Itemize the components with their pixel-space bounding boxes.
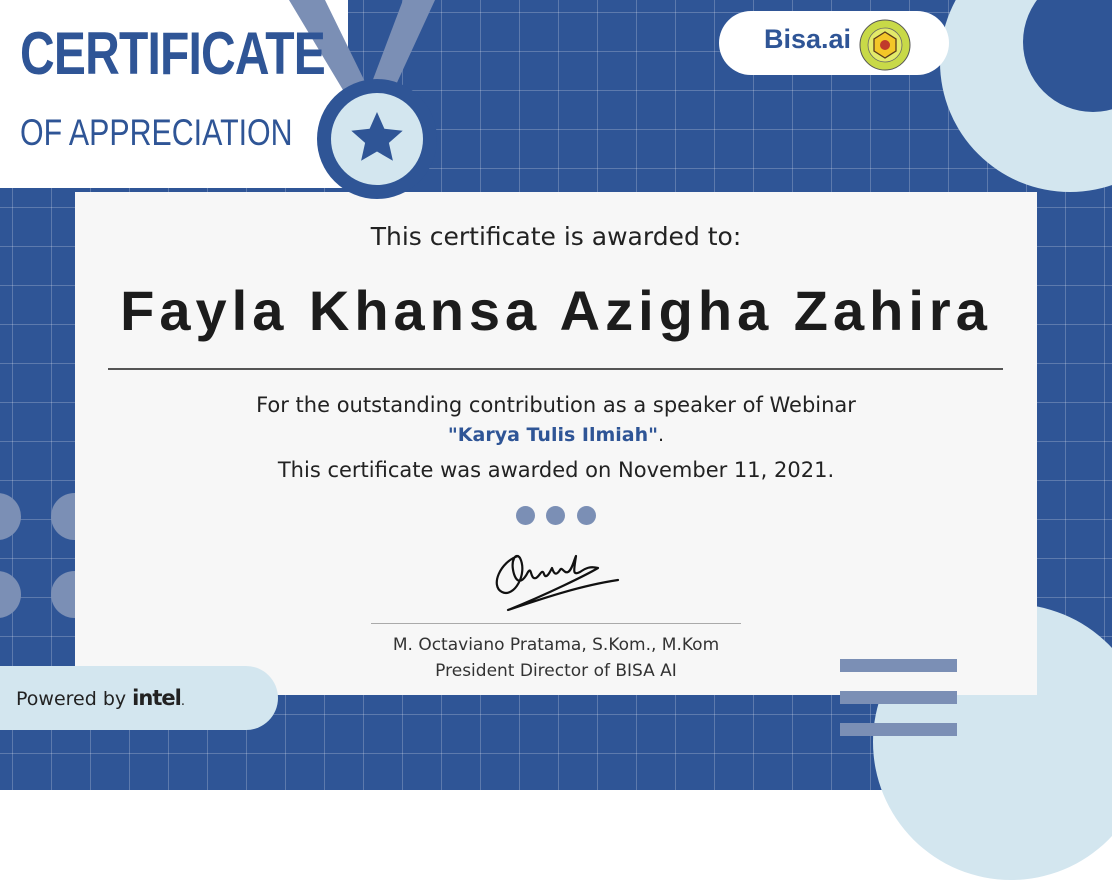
decor-bar xyxy=(840,659,957,672)
webinar-line xyxy=(75,424,1037,446)
decor-bar xyxy=(840,723,957,736)
powered-by-text xyxy=(16,686,185,710)
recipient-name: Fayla Khansa Azigha Zahira xyxy=(120,279,992,342)
signer-name: M. Octaviano Pratama, S.Kom., M.Kom xyxy=(392,635,720,655)
signer-role: President Director of BISA AI xyxy=(435,661,677,681)
decor-dot xyxy=(577,506,596,525)
decor-dot xyxy=(546,506,565,525)
signature xyxy=(488,544,623,614)
intel-logo: intel xyxy=(132,686,181,710)
contribution-text: For the outstanding contribution as a speaker of Webinar xyxy=(256,393,856,417)
award-date-text: This certificate was awarded on November 11, 2021. xyxy=(277,458,835,482)
powered-by-label: Powered by xyxy=(16,688,127,710)
intel-logo-dot: . xyxy=(180,694,185,709)
certificate-title: CERTIFICATE xyxy=(20,20,325,87)
webinar-suffix: . xyxy=(658,424,665,446)
university-seal-icon xyxy=(859,19,911,71)
decor-bar xyxy=(840,691,957,704)
certificate-subtitle: OF APPRECIATION xyxy=(20,112,293,153)
webinar-title: "Karya Tulis Ilmiah" xyxy=(447,424,659,446)
decor-dot xyxy=(516,506,535,525)
signature-line xyxy=(371,623,741,624)
awarded-to-label: This certificate is awarded to: xyxy=(370,222,742,251)
bisa-ai-logo: Bisa.ai xyxy=(764,24,852,54)
name-underline xyxy=(108,368,1003,370)
